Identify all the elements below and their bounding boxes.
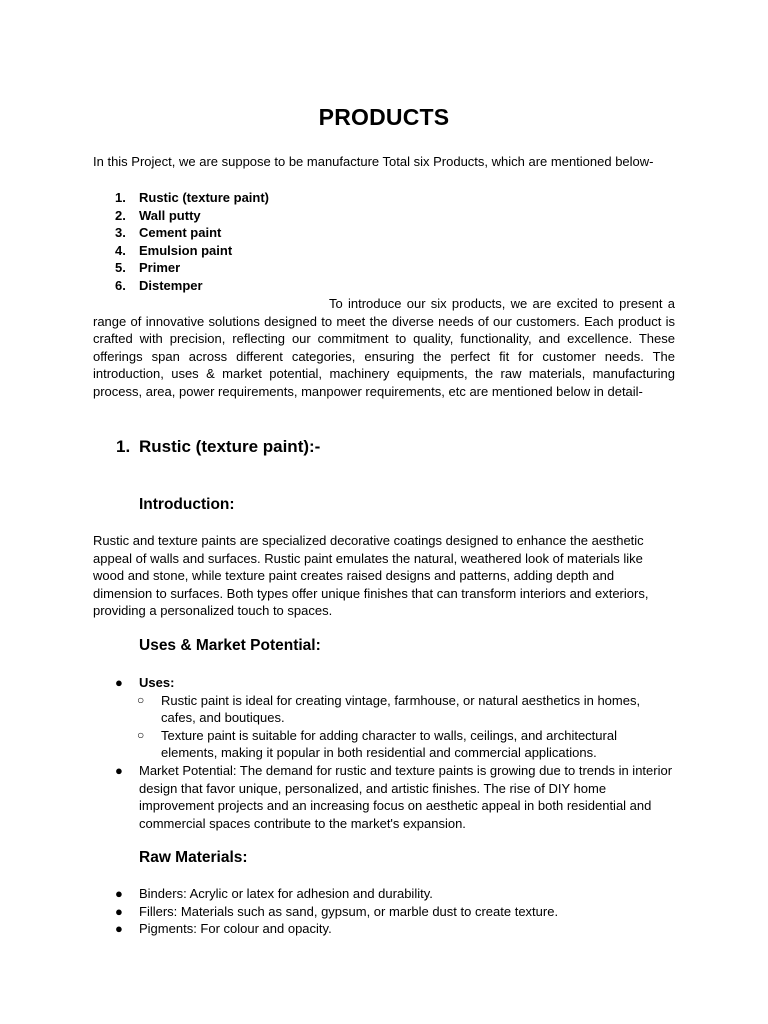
bullet-icon: ● [115, 886, 123, 901]
intro-paragraph: In this Project, we are suppose to be manufacture Total six Products, which are mentioned below- [93, 154, 654, 169]
list-item: ● Pigments: For colour and opacity. [115, 921, 332, 937]
list-item: ● Binders: Acrylic or latex for adhesion and durability. [115, 886, 433, 901]
bullet-icon: ● [115, 921, 123, 937]
list-item: ● Market Potential: The demand for rustic and texture paints is growing due to trends in interior design that favor unique, personalized, and artistic finishes. The rise of DIY home improvement projects and an increasing focus on aesthetic appeal in both residential and commercial spaces contribute to the market's expansion. [115, 762, 673, 831]
product-list [115, 189, 269, 295]
uses-list [115, 674, 675, 832]
sub-bullet-icon: ○ [137, 692, 145, 707]
bullet-icon: ● [115, 762, 123, 778]
uses-market-heading: Uses & Market Potential: [139, 637, 321, 654]
list-item: ● Fillers: Materials such as sand, gypsum, or marble dust to create texture. [115, 903, 559, 919]
list-item: 2. Wall putty [115, 207, 201, 223]
page-title: PRODUCTS [318, 104, 450, 130]
list-item: ○ Rustic paint is ideal for creating vintage, farmhouse, or natural aesthetics in homes, cafes, and boutiques. [137, 692, 641, 726]
raw-materials-list [115, 885, 675, 938]
list-item: ○ Texture paint is suitable for adding character to walls, ceilings, and architectural elements, making it popular in both residential and commercial applications. [137, 727, 617, 761]
list-item: 3. Cement paint [115, 225, 222, 241]
list-item: 4. Emulsion paint [115, 242, 233, 258]
sub-bullet-icon: ○ [137, 727, 145, 742]
introduction-paragraph: Rustic and texture paints are specialized decorative coatings designed to enhance the aesthetic appeal of walls and surfaces. Rustic paint emulates the natural, weathered look of materials like wood and stone, while texture paint creates raised designs and patterns, adding depth and dimension to surfaces. Both types offer unique finishes that can transform interiors and exteriors, providing a personalized touch to spaces. [93, 533, 649, 618]
list-item: 5. Primer [115, 260, 181, 276]
overview-paragraph: To introduce our six products, we are excited to present a range of innovative solutions designed to meet the diverse needs of our customers. Each product is crafted with precision, reflecting our commitment to quality, functionality, and excellence. These offerings span across different categories, ensuring the perfect fit for customer needs. The introduction, uses & market potential, machinery equipments, the raw materials, manufacturing process, area, power requirements, manpower requirements, etc are mentioned below in detail- [93, 296, 675, 399]
raw-materials-heading: Raw Materials: [139, 849, 248, 866]
list-item: 6. Distemper [115, 277, 203, 293]
introduction-heading: Introduction: [139, 496, 235, 513]
bullet-icon: ● [115, 903, 123, 919]
section-heading-rustic: 1. Rustic (texture paint):- [116, 437, 321, 456]
bullet-icon: ● [115, 675, 123, 690]
list-item: ● Uses: [115, 675, 175, 690]
list-item: 1. Rustic (texture paint) [115, 190, 270, 205]
